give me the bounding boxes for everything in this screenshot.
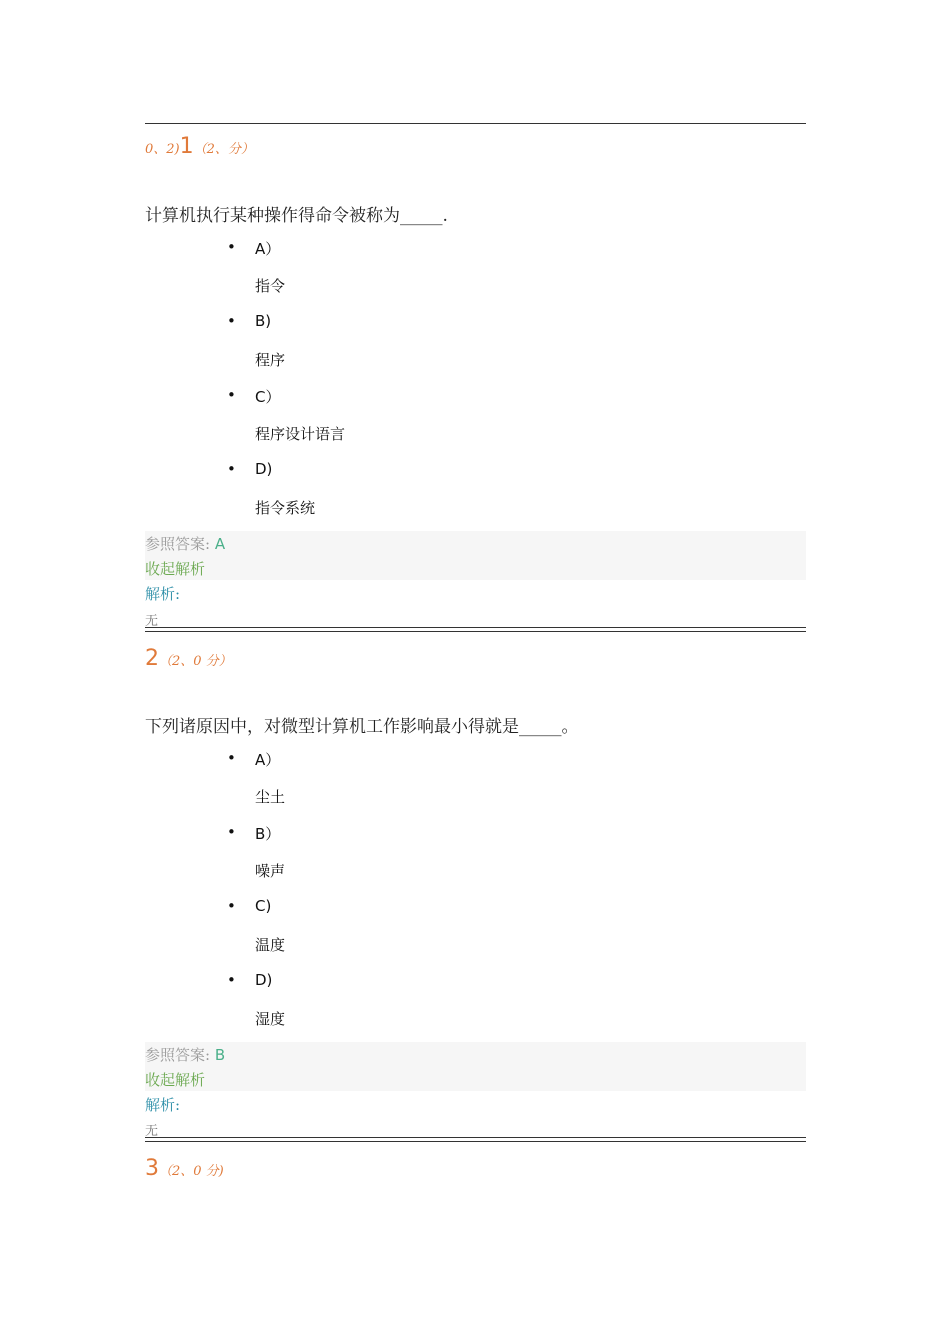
question-2-score: （2、0 分）: [159, 654, 232, 669]
question-1-number: 1: [179, 134, 194, 159]
question-3-score: （2、0 分): [159, 1164, 224, 1179]
question-1: [145, 134, 806, 226]
option-a[interactable]: [145, 749, 806, 823]
question-2-header: [145, 646, 806, 676]
option-label: B): [255, 312, 272, 330]
option-label: D): [255, 971, 273, 989]
option-text: 指令系统: [255, 499, 316, 517]
option-b[interactable]: [145, 312, 806, 386]
question-1-score-prefix: 0、2): [145, 142, 180, 157]
bullet: •: [227, 238, 236, 256]
option-text: 指令: [255, 277, 286, 295]
option-d[interactable]: [145, 460, 806, 534]
option-text: 程序: [255, 351, 286, 369]
answer-box-2: [145, 1042, 806, 1091]
option-text: 温度: [255, 936, 286, 954]
analysis-label: 解析:: [145, 585, 181, 603]
question-1-text: 计算机执行某种操作得命令被称为_____.: [145, 206, 448, 226]
reference-answer-label: 参照答案:: [145, 1046, 215, 1064]
analysis-value: 无: [145, 614, 159, 629]
question-2: [145, 646, 806, 737]
option-c[interactable]: [145, 386, 806, 460]
reference-answer-label: 参照答案:: [145, 535, 215, 553]
analysis-value: 无: [145, 1124, 159, 1139]
question-divider: [145, 627, 806, 632]
option-label: B）: [255, 825, 281, 843]
reference-answer: [145, 533, 225, 554]
question-2-text: 下列诸原因中，对微型计算机工作影响最小得就是_____。: [145, 717, 579, 737]
top-rule: [145, 123, 806, 124]
option-a[interactable]: [145, 238, 806, 312]
bullet: •: [227, 971, 236, 989]
bullet: •: [227, 460, 236, 478]
option-label: D): [255, 460, 273, 478]
option-label: A）: [255, 751, 281, 769]
bullet: •: [227, 312, 236, 330]
question-3: [145, 1156, 806, 1186]
option-c[interactable]: [145, 897, 806, 971]
question-divider: [145, 1137, 806, 1142]
question-2-number: 2: [145, 646, 159, 671]
option-label: C）: [255, 388, 281, 406]
option-d[interactable]: [145, 971, 806, 1045]
collapse-analysis-link[interactable]: 收起解析: [145, 560, 206, 578]
option-label: C): [255, 897, 272, 915]
reference-answer-value: B: [214, 1046, 226, 1064]
question-3-header: [145, 1156, 806, 1186]
analysis-label: 解析:: [145, 1096, 181, 1114]
reference-answer-value: A: [214, 535, 226, 553]
option-text: 湿度: [255, 1010, 286, 1028]
question-1-score: （2、分）: [193, 142, 254, 157]
question-3-number: 3: [145, 1156, 159, 1181]
bullet: •: [227, 749, 236, 767]
collapse-analysis-link[interactable]: 收起解析: [145, 1071, 206, 1089]
bullet: •: [227, 897, 236, 915]
question-1-header: [145, 134, 806, 164]
bullet: •: [227, 386, 236, 404]
option-text: 程序设计语言: [255, 425, 346, 443]
reference-answer: [145, 1044, 225, 1065]
bullet: •: [227, 823, 236, 841]
answer-box-1: [145, 531, 806, 580]
option-text: 噪声: [255, 862, 286, 880]
option-label: A）: [255, 240, 281, 258]
option-b[interactable]: [145, 823, 806, 897]
option-text: 尘土: [255, 788, 286, 806]
